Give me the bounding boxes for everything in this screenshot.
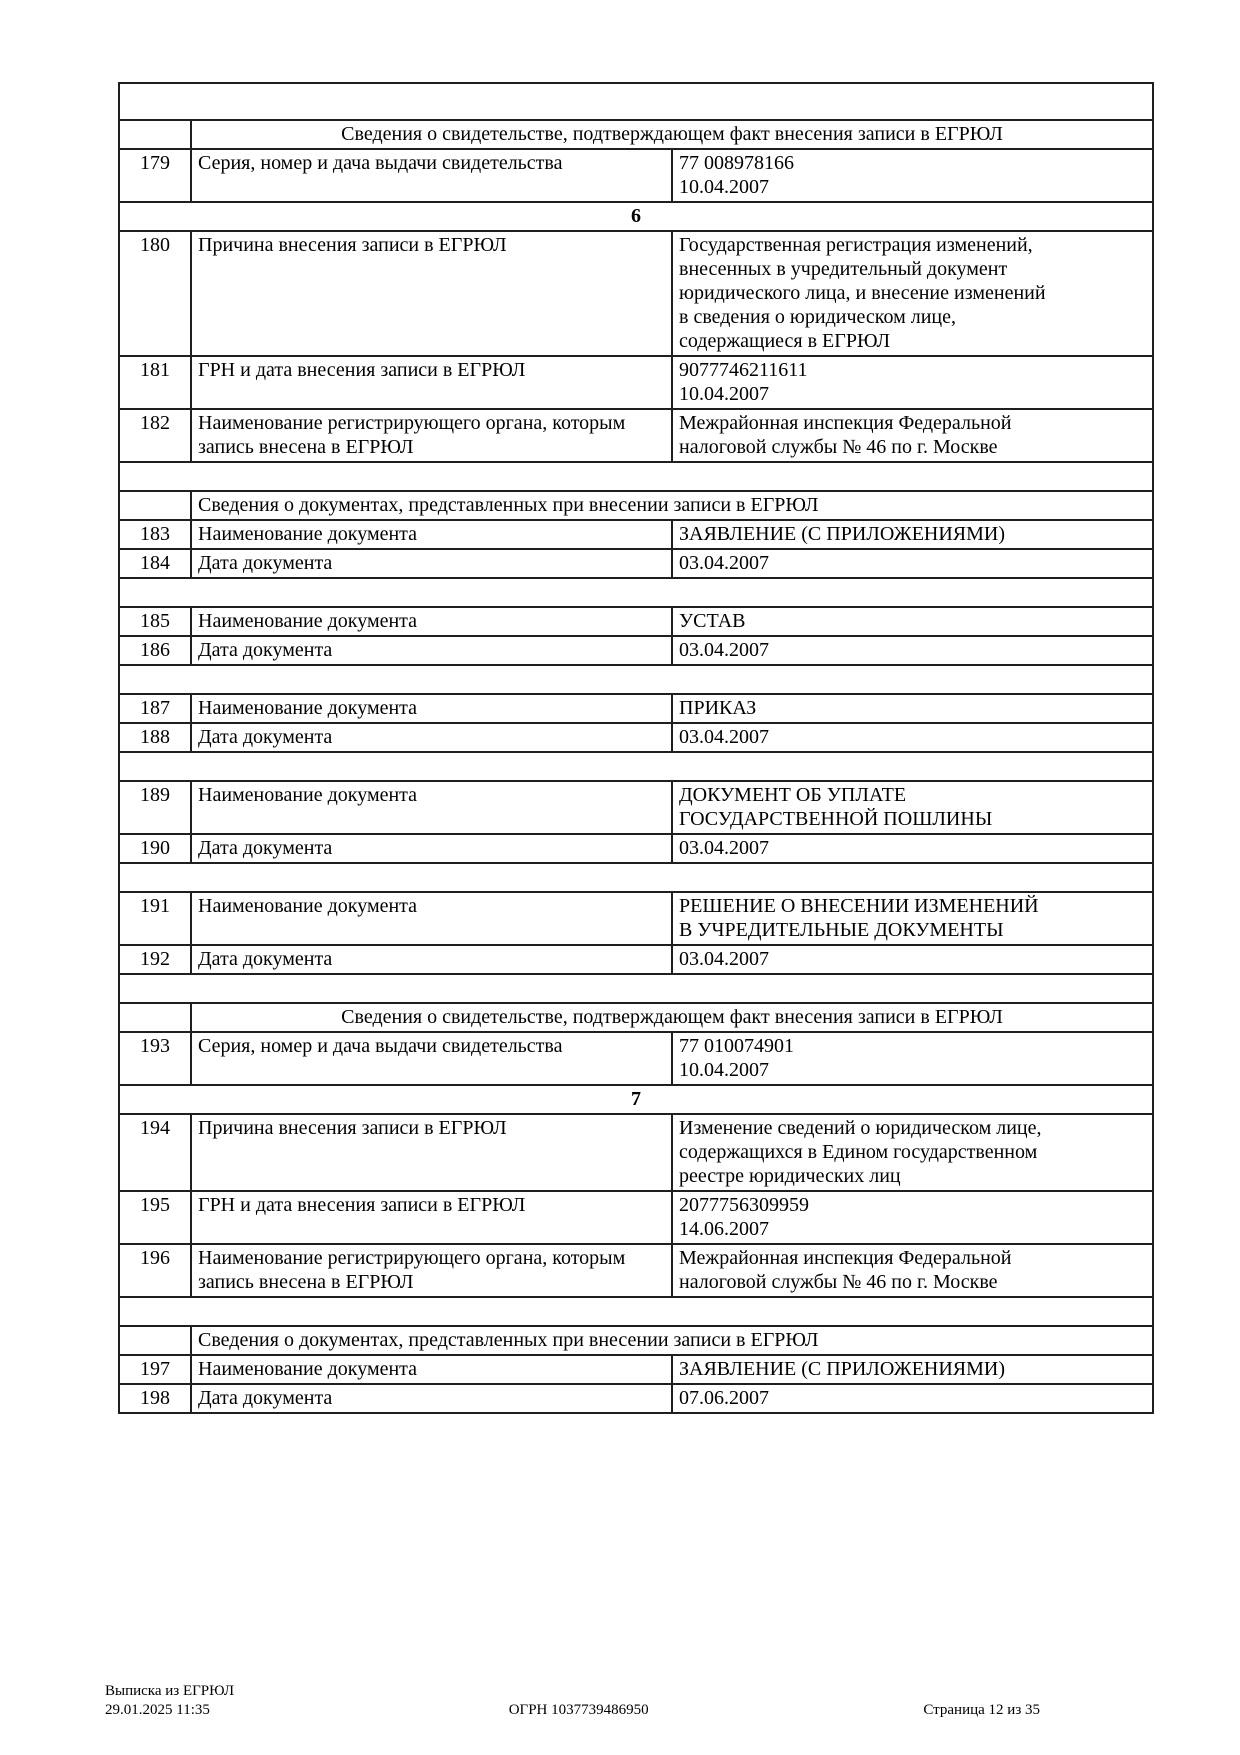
row-number-cell: 189: [119, 781, 191, 834]
table-row-spacer-23: [119, 974, 1153, 1003]
field-value-line: 07.06.2007: [679, 1387, 769, 1409]
field-value-line: 10.04.2007: [679, 176, 769, 198]
field-value-line: содержащихся в Едином государственном: [679, 1141, 1038, 1163]
table-row-182: [119, 409, 1153, 462]
table-row-191: [119, 892, 1153, 945]
row-number-cell: 187: [119, 694, 191, 723]
table-row-190: [119, 834, 1153, 863]
spacer-cell: [119, 578, 1153, 607]
spacer-cell: [119, 974, 1153, 1003]
spacer-cell: [119, 665, 1153, 694]
table-row-195: [119, 1191, 1153, 1244]
row-number-cell: 183: [119, 520, 191, 549]
field-label-cell: Дата документа: [191, 549, 672, 578]
row-number-cell: 197: [119, 1355, 191, 1384]
row-number-cell: 195: [119, 1191, 191, 1244]
section-group-header: Сведения о свидетельстве, подтверждающем факт внесения записи в ЕГРЮЛ: [191, 120, 1153, 149]
field-label-cell: ГРН и дата внесения записи в ЕГРЮЛ: [191, 1191, 672, 1244]
field-value-line: внесенных в учредительный документ: [679, 258, 1008, 280]
section-group-header: Сведения о свидетельстве, подтверждающем факт внесения записи в ЕГРЮЛ: [191, 1003, 1153, 1032]
field-value-line: 03.04.2007: [679, 948, 769, 970]
spacer-cell: [119, 863, 1153, 892]
field-value-line: Межрайонная инспекция Федеральной: [679, 1247, 1012, 1269]
field-value-cell: [672, 1032, 1153, 1085]
field-label-cell: Серия, номер и дача выдачи свидетельства: [191, 1032, 672, 1085]
table-row-196: [119, 1244, 1153, 1297]
field-value-cell: [672, 781, 1153, 834]
table-row-181: [119, 356, 1153, 409]
field-value-line: реестре юридических лиц: [679, 1165, 901, 1187]
field-label-cell: ГРН и дата внесения записи в ЕГРЮЛ: [191, 356, 672, 409]
section-number-cell: 7: [119, 1085, 1153, 1114]
table-row-spacer-14: [119, 665, 1153, 694]
field-value-cell: [672, 1355, 1153, 1384]
table-row-192: [119, 945, 1153, 974]
field-label-cell: Наименование документа: [191, 1355, 672, 1384]
table-row-185: [119, 607, 1153, 636]
field-value-line: содержащиеся в ЕГРЮЛ: [679, 330, 891, 352]
table-row-179: [119, 149, 1153, 202]
field-value-cell: [672, 607, 1153, 636]
field-value-cell: [672, 549, 1153, 578]
field-label-cell: Наименование документа: [191, 694, 672, 723]
footer-ogrn: ОГРН 1037739486950: [508, 1702, 649, 1718]
footer-doc-type: Выписка из ЕГРЮЛ: [105, 1683, 234, 1699]
row-number-cell: 191: [119, 892, 191, 945]
row-number-cell: 181: [119, 356, 191, 409]
table-row-180: [119, 231, 1153, 356]
row-number-cell: 180: [119, 231, 191, 356]
field-value-line: 14.06.2007: [679, 1218, 769, 1240]
table-row-spacer-11: [119, 578, 1153, 607]
field-label-cell: Наименование регистрирующего органа, которым запись внесена в ЕГРЮЛ: [191, 1244, 672, 1297]
spacer-cell: [119, 83, 1153, 120]
field-value-line: налоговой службы № 46 по г. Москве: [679, 436, 998, 458]
egrul-table: [118, 82, 1154, 1414]
field-label-cell: Наименование документа: [191, 892, 672, 945]
row-number-cell: 196: [119, 1244, 191, 1297]
row-number-cell: 192: [119, 945, 191, 974]
field-value-cell: [672, 945, 1153, 974]
field-value-line: 2077756309959: [679, 1194, 809, 1216]
field-value-cell: [672, 636, 1153, 665]
footer-doc-info: [105, 1682, 234, 1720]
field-value-line: ДОКУМЕНТ ОБ УПЛАТЕ: [679, 784, 907, 806]
field-label-cell: Дата документа: [191, 834, 672, 863]
field-value-cell: [672, 723, 1153, 752]
field-value-line: ПРИКАЗ: [679, 697, 757, 719]
table-row-section_no-26: [119, 1085, 1153, 1114]
table-row-184: [119, 549, 1153, 578]
field-value-cell: [672, 834, 1153, 863]
field-value-line: юридического лица, и внесение изменений: [679, 282, 1046, 304]
table-row-186: [119, 636, 1153, 665]
table-row-193: [119, 1032, 1153, 1085]
field-label-cell: Серия, номер и дача выдачи свидетельства: [191, 149, 672, 202]
row-number-cell: 185: [119, 607, 191, 636]
field-label-cell: Наименование документа: [191, 607, 672, 636]
egrul-table-body: [119, 83, 1153, 1413]
table-row-group_header-1: [119, 120, 1153, 149]
field-value-line: 10.04.2007: [679, 383, 769, 405]
field-label-cell: Дата документа: [191, 636, 672, 665]
spacer-cell: [119, 752, 1153, 781]
row-number-cell: 184: [119, 549, 191, 578]
field-value-cell: [672, 694, 1153, 723]
table-row-197: [119, 1355, 1153, 1384]
row-number-cell: 194: [119, 1114, 191, 1191]
field-label-cell: Наименование документа: [191, 781, 672, 834]
section-group-header: Сведения о документах, представленных при внесении записи в ЕГРЮЛ: [191, 1326, 1153, 1355]
field-value-cell: [672, 149, 1153, 202]
field-value-cell: [672, 231, 1153, 356]
field-value-cell: [672, 1384, 1153, 1413]
section-group-header: Сведения о документах, представленных при внесении записи в ЕГРЮЛ: [191, 491, 1153, 520]
field-value-line: РЕШЕНИЕ О ВНЕСЕНИИ ИЗМЕНЕНИЙ: [679, 895, 1039, 917]
field-label-cell: Наименование документа: [191, 520, 672, 549]
table-row-group_header-31: [119, 1326, 1153, 1355]
field-value-line: 77 008978166: [679, 152, 794, 174]
field-value-line: ЗАЯВЛЕНИЕ (С ПРИЛОЖЕНИЯМИ): [679, 523, 1006, 545]
row-number-cell: 186: [119, 636, 191, 665]
table-row-spacer-20: [119, 863, 1153, 892]
field-value-line: Государственная регистрация изменений,: [679, 234, 1033, 256]
field-label-cell: Наименование регистрирующего органа, которым запись внесена в ЕГРЮЛ: [191, 409, 672, 462]
field-value-line: 03.04.2007: [679, 837, 769, 859]
table-row-spacer-7: [119, 462, 1153, 491]
footer-datetime: 29.01.2025 11:35: [105, 1702, 210, 1718]
field-label-cell: Дата документа: [191, 1384, 672, 1413]
table-row-189: [119, 781, 1153, 834]
table-row-194: [119, 1114, 1153, 1191]
field-value-line: в сведения о юридическом лице,: [679, 306, 956, 328]
table-row-188: [119, 723, 1153, 752]
table-row-group_header-24: [119, 1003, 1153, 1032]
field-value-line: Межрайонная инспекция Федеральной: [679, 412, 1012, 434]
section-number-cell: 6: [119, 202, 1153, 231]
field-value-line: налоговой службы № 46 по г. Москве: [679, 1271, 998, 1293]
row-number-cell: 182: [119, 409, 191, 462]
field-value-cell: [672, 1191, 1153, 1244]
row-number-cell: 179: [119, 149, 191, 202]
field-value-line: 03.04.2007: [679, 726, 769, 748]
table-row-187: [119, 694, 1153, 723]
spacer-cell: [119, 1297, 1153, 1326]
page-footer: [105, 1682, 1040, 1720]
field-value-line: 10.04.2007: [679, 1059, 769, 1081]
field-value-cell: [672, 356, 1153, 409]
field-value-cell: [672, 1244, 1153, 1297]
field-value-cell: [672, 1114, 1153, 1191]
field-label-cell: Дата документа: [191, 723, 672, 752]
field-value-line: В УЧРЕДИТЕЛЬНЫЕ ДОКУМЕНТЫ: [679, 919, 1004, 941]
table-row-spacer-17: [119, 752, 1153, 781]
row-number-cell-empty: [119, 120, 191, 149]
field-value-line: УСТАВ: [679, 610, 746, 632]
footer-page-number: Страница 12 из 35: [923, 1702, 1040, 1718]
field-value-line: 03.04.2007: [679, 639, 769, 661]
field-value-line: 9077746211611: [679, 359, 808, 381]
row-number-cell: 193: [119, 1032, 191, 1085]
field-value-cell: [672, 892, 1153, 945]
field-label-cell: Причина внесения записи в ЕГРЮЛ: [191, 1114, 672, 1191]
row-number-cell: 198: [119, 1384, 191, 1413]
row-number-cell: 190: [119, 834, 191, 863]
field-value-line: ЗАЯВЛЕНИЕ (С ПРИЛОЖЕНИЯМИ): [679, 1358, 1006, 1380]
row-number-cell-empty: [119, 1003, 191, 1032]
row-number-cell: 188: [119, 723, 191, 752]
field-value-cell: [672, 520, 1153, 549]
field-label-cell: Причина внесения записи в ЕГРЮЛ: [191, 231, 672, 356]
table-row-spacer-0: [119, 83, 1153, 120]
spacer-cell: [119, 462, 1153, 491]
table-row-group_header-8: [119, 491, 1153, 520]
field-value-line: 77 010074901: [679, 1035, 794, 1057]
field-value-cell: [672, 409, 1153, 462]
table-row-183: [119, 520, 1153, 549]
field-value-line: ГОСУДАРСТВЕННОЙ ПОШЛИНЫ: [679, 808, 993, 830]
table-row-section_no-3: [119, 202, 1153, 231]
row-number-cell-empty: [119, 491, 191, 520]
field-label-cell: Дата документа: [191, 945, 672, 974]
row-number-cell-empty: [119, 1326, 191, 1355]
table-row-198: [119, 1384, 1153, 1413]
field-value-line: Изменение сведений о юридическом лице,: [679, 1117, 1042, 1139]
table-row-spacer-30: [119, 1297, 1153, 1326]
field-value-line: 03.04.2007: [679, 552, 769, 574]
